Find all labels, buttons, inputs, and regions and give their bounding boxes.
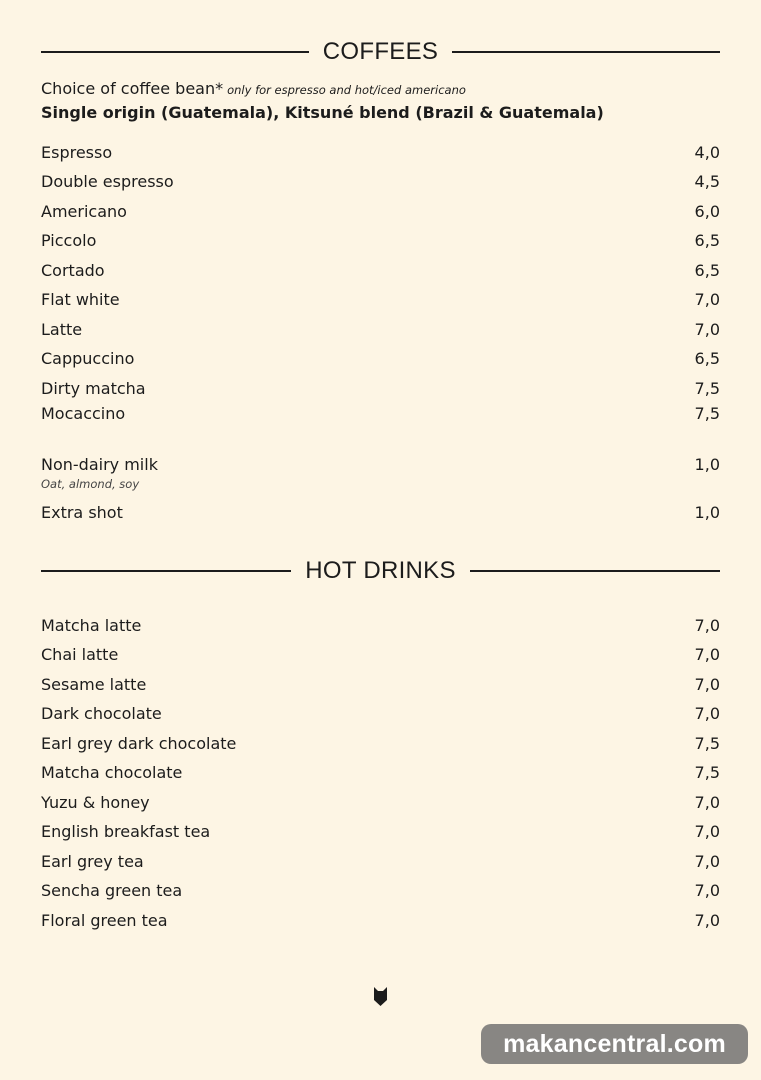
menu-item: [41, 261, 720, 281]
menu-item: [41, 143, 720, 163]
menu-item: [41, 763, 720, 783]
bean-options: Single origin (Guatemala), Kitsuné blend (Brazil & Guatemala): [41, 103, 604, 122]
item-name: Piccolo: [41, 231, 97, 250]
menu-item: [41, 349, 720, 369]
hot-drinks-header: [41, 559, 720, 583]
menu-item: [41, 822, 720, 842]
item-price: 4,0: [694, 143, 720, 162]
menu-item: [41, 675, 720, 695]
menu-item: [41, 616, 720, 636]
item-name: Non-dairy milk: [41, 455, 158, 474]
item-price: 7,0: [694, 793, 720, 812]
coffees-title: COFFEES: [322, 38, 439, 65]
item-price: 4,5: [694, 172, 720, 191]
item-price: 7,5: [694, 734, 720, 753]
item-price: 6,5: [694, 261, 720, 280]
item-name: Sencha green tea: [41, 881, 183, 900]
header-rule-right: [452, 51, 720, 53]
item-price: 7,0: [694, 704, 720, 723]
fox-logo-icon: [373, 986, 388, 1007]
item-name: Sesame latte: [41, 675, 147, 694]
item-name: Dark chocolate: [41, 704, 162, 723]
item-name: English breakfast tea: [41, 822, 211, 841]
item-name: Mocaccino: [41, 404, 126, 423]
coffees-header: [41, 40, 720, 64]
item-price: 7,0: [694, 675, 720, 694]
menu-item: [41, 379, 720, 399]
item-name: Espresso: [41, 143, 113, 162]
menu-item: [41, 172, 720, 192]
header-rule-right: [470, 570, 720, 572]
item-name: Extra shot: [41, 503, 123, 522]
bean-choice-label: Choice of coffee bean*: [41, 79, 224, 98]
item-name: Cortado: [41, 261, 105, 280]
header-rule-left: [41, 570, 291, 572]
menu-item: [41, 852, 720, 872]
item-name: Dirty matcha: [41, 379, 146, 398]
menu-item: [41, 202, 720, 222]
item-price: 7,0: [694, 881, 720, 900]
menu-item: [41, 734, 720, 754]
item-name: Flat white: [41, 290, 120, 309]
item-price: 6,0: [694, 202, 720, 221]
item-name: Floral green tea: [41, 911, 168, 930]
item-price: 7,5: [694, 379, 720, 398]
item-name: Matcha latte: [41, 616, 142, 635]
item-name: Cappuccino: [41, 349, 135, 368]
item-price: 7,5: [694, 763, 720, 782]
menu-item: [41, 290, 720, 310]
item-name: Chai latte: [41, 645, 119, 664]
watermark: makancentral.com: [481, 1024, 748, 1064]
item-price: 7,0: [694, 320, 720, 339]
item-name: Latte: [41, 320, 83, 339]
item-price: 7,0: [694, 616, 720, 635]
bean-choice-note: only for espresso and hot/iced americano: [227, 83, 466, 97]
extra-item: [41, 503, 720, 523]
item-price: 7,0: [694, 645, 720, 664]
menu-item: [41, 881, 720, 901]
item-price: 7,0: [694, 911, 720, 930]
item-name: Double espresso: [41, 172, 174, 191]
item-price: 1,0: [694, 455, 720, 474]
item-price: 7,0: [694, 852, 720, 871]
item-subtext: Oat, almond, soy: [41, 477, 140, 491]
item-name: Americano: [41, 202, 127, 221]
item-price: 6,5: [694, 349, 720, 368]
item-name: Matcha chocolate: [41, 763, 183, 782]
menu-item: [41, 645, 720, 665]
menu-item: [41, 404, 720, 424]
menu-item: [41, 793, 720, 813]
item-price: 1,0: [694, 503, 720, 522]
item-price: 6,5: [694, 231, 720, 250]
bean-choice-line: [41, 79, 466, 98]
item-name: Earl grey dark chocolate: [41, 734, 237, 753]
item-name: Yuzu & honey: [41, 793, 150, 812]
menu-item: [41, 911, 720, 931]
header-rule-left: [41, 51, 309, 53]
item-name: Earl grey tea: [41, 852, 144, 871]
item-price: 7,0: [694, 822, 720, 841]
hot-drinks-title: HOT DRINKS: [305, 557, 456, 584]
menu-item: [41, 704, 720, 724]
item-price: 7,5: [694, 404, 720, 423]
menu-item: [41, 231, 720, 251]
menu-item: [41, 320, 720, 340]
extra-item: [41, 455, 720, 475]
item-price: 7,0: [694, 290, 720, 309]
